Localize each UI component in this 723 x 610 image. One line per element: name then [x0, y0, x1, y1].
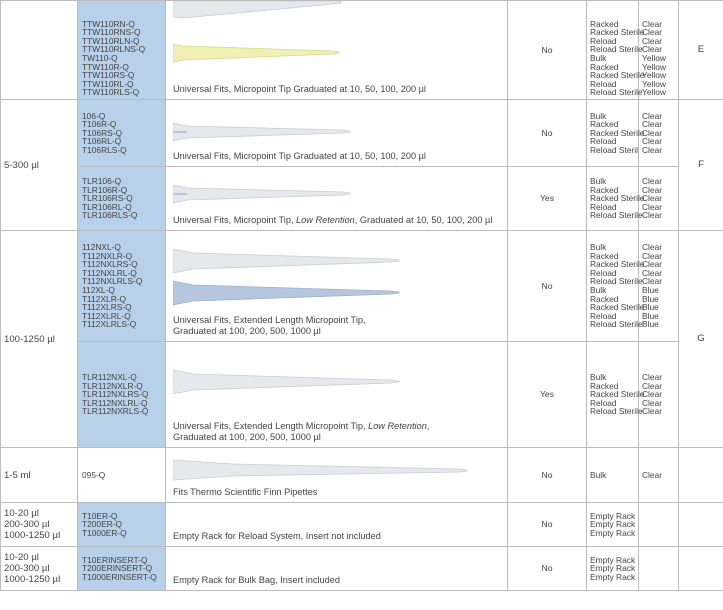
- color-item: Clear: [642, 469, 663, 480]
- packaging-item: Reload: [590, 201, 617, 212]
- part-number: TLR112NXRLS-Q: [82, 406, 149, 417]
- color-item: Clear: [642, 210, 663, 221]
- packaging-item: Reload: [590, 267, 617, 278]
- part-number: T10ER-Q: [82, 510, 118, 521]
- color-cell: [639, 1, 679, 100]
- color-item: Yellow: [642, 61, 666, 72]
- low-retention-cell: No: [508, 231, 587, 342]
- part-number: T112NXLRLS-Q: [82, 276, 143, 287]
- color-item: Clear: [642, 110, 663, 121]
- table-row: [1, 231, 723, 342]
- color-item: Blue: [642, 302, 659, 313]
- part-number: TTW110RLN-Q: [82, 35, 140, 46]
- packaging-item: Racked: [590, 18, 619, 29]
- color-cell: [639, 100, 679, 167]
- part-number: T112NXLRS-Q: [82, 259, 138, 270]
- part-number: T200ERINSERT-Q: [82, 563, 153, 574]
- description-text: Universal Fits, Micropoint Tip Graduated at 10, 50, 100, 200 µl: [173, 84, 426, 94]
- description-text: Universal Fits, Extended Length Micropoint Tip, Graduated at 100, 200, 500, 1000 µl: [173, 315, 366, 336]
- group-letter-cell: E: [679, 1, 723, 100]
- packaging-item: Reload Sterile: [590, 210, 643, 221]
- part-numbers-cell: [78, 547, 166, 591]
- packaging-item: Racked: [590, 250, 619, 261]
- part-number: T1000ER-Q: [82, 527, 127, 538]
- packaging-item: Racked: [590, 184, 619, 195]
- color-item: Clear: [642, 242, 663, 253]
- part-number: TLR112NXLRL-Q: [82, 397, 148, 408]
- part-number: 112NXL-Q: [82, 242, 121, 253]
- description-cell: [166, 167, 508, 231]
- low-retention-cell: No: [508, 1, 587, 100]
- color-item: Clear: [642, 44, 663, 55]
- table-row: [1, 547, 723, 591]
- part-numbers-cell: [78, 167, 166, 231]
- description-cell: [166, 503, 508, 547]
- low-retention-cell: Yes: [508, 167, 587, 231]
- group-letter-cell: [679, 448, 723, 503]
- part-numbers-cell: [78, 448, 166, 503]
- part-number: TTW110R-Q: [82, 61, 129, 72]
- color-item: Clear: [642, 372, 663, 383]
- color-item: Clear: [642, 406, 663, 417]
- part-number: 095-Q: [82, 469, 106, 480]
- table-row: [1, 342, 723, 448]
- clear-tip-image: [173, 247, 403, 275]
- packaging-cell: [587, 1, 645, 100]
- part-number: T106R-Q: [82, 119, 117, 130]
- volume-cell: 1-5 ml: [1, 448, 78, 503]
- part-number: TLR112NXL-Q: [82, 372, 137, 383]
- description-text: Universal Fits, Micropoint Tip Graduated at 10, 50, 100, 200 µl: [173, 151, 426, 161]
- part-number: T112NXLR-Q: [82, 250, 133, 261]
- part-number: TTW110RS-Q: [82, 70, 135, 81]
- description-text: Empty Rack for Reload System, Insert not included: [173, 531, 381, 541]
- part-number: T112XLRLS-Q: [82, 319, 137, 330]
- packaging-item: Reload: [590, 35, 617, 46]
- color-item: Clear: [642, 380, 663, 391]
- packaging-item: Racked Sterile: [590, 193, 645, 204]
- packaging-cell: [587, 231, 645, 342]
- packaging-item: Racked Sterile: [590, 389, 645, 400]
- part-number: TLR106RLS-Q: [82, 210, 138, 221]
- description-text: Universal Fits, Micropoint Tip, Low Retention, Graduated at 10, 50, 100, 200 µl: [173, 215, 493, 225]
- part-number: TTW110RN-Q: [82, 18, 135, 29]
- packaging-item: Bulk: [590, 469, 607, 480]
- packaging-item: Racked Sterile: [590, 259, 645, 270]
- part-number: T106RLS-Q: [82, 144, 127, 155]
- table-row: [1, 448, 723, 503]
- packaging-item: Reload Sterile: [590, 319, 643, 330]
- part-number: TLR106-Q: [82, 176, 122, 187]
- packaging-item: Bulk: [590, 372, 607, 383]
- clear-tip-image: [173, 458, 473, 484]
- part-number: TTW110RLS-Q: [82, 87, 140, 98]
- color-item: Clear: [642, 397, 663, 408]
- part-number: TTW110RNS-Q: [82, 27, 141, 38]
- color-item: Blue: [642, 310, 659, 321]
- color-item: Clear: [642, 127, 663, 138]
- packaging-item: Empty Rack: [590, 510, 636, 521]
- low-retention-cell: Yes: [508, 342, 587, 448]
- color-cell: [639, 231, 679, 342]
- packaging-cell: [587, 342, 645, 448]
- color-item: Clear: [642, 276, 663, 287]
- packaging-item: Empty Rack: [590, 519, 636, 530]
- color-item: Clear: [642, 389, 663, 400]
- color-item: Yellow: [642, 53, 666, 64]
- packaging-cell: [587, 167, 645, 231]
- packaging-item: Racked: [590, 119, 619, 130]
- packaging-item: Bulk: [590, 53, 607, 64]
- yellow-tip-image: [173, 43, 343, 63]
- low-retention-cell: No: [508, 547, 587, 591]
- part-number: 106-Q: [82, 110, 106, 121]
- packaging-item: Bulk: [590, 285, 607, 295]
- color-cell: [639, 547, 679, 591]
- part-number: TLR112NXLR-Q: [82, 380, 143, 391]
- description-cell: [166, 448, 508, 503]
- volume-cell: 10-20 µl 200-300 µl 1000-1250 µl: [1, 503, 78, 547]
- volume-cell: [1, 1, 78, 100]
- packaging-item: Racked Sterile: [590, 27, 645, 38]
- packaging-item: Empty Rack: [590, 527, 636, 538]
- packaging-cell: [587, 547, 639, 591]
- color-cell: [639, 342, 679, 448]
- part-number: TLR106R-Q: [82, 184, 128, 195]
- low-retention-cell: No: [508, 448, 587, 503]
- color-item: Yellow: [642, 78, 666, 89]
- packaging-item: Racked: [590, 293, 619, 304]
- color-cell: [639, 503, 679, 547]
- description-cell: [166, 342, 508, 448]
- table-row: [1, 1, 723, 100]
- color-item: Clear: [642, 119, 663, 130]
- color-item: Blue: [642, 285, 659, 295]
- part-number: TTW110RL-Q: [82, 78, 134, 89]
- clear-tip-image: [173, 183, 353, 205]
- part-number: T112XLR-Q: [82, 293, 127, 304]
- color-cell: [639, 448, 679, 503]
- packaging-item: Bulk: [590, 242, 607, 253]
- color-item: Clear: [642, 250, 663, 261]
- packaging-item: Reload Sterile: [590, 276, 643, 287]
- packaging-item: Reload: [590, 397, 617, 408]
- part-numbers-cell: [78, 342, 166, 448]
- packaging-item: Reload: [590, 78, 617, 89]
- description-cell: [166, 547, 508, 591]
- description-cell: [166, 1, 508, 100]
- color-item: Clear: [642, 193, 663, 204]
- part-number: T112XLRS-Q: [82, 302, 132, 313]
- color-item: Yellow: [642, 87, 666, 98]
- description-text: Universal Fits, Extended Length Micropoint Tip, Low Retention, Graduated at 100, 200, 500, 1000 µl: [173, 421, 430, 442]
- part-number: T10ERINSERT-Q: [82, 554, 148, 565]
- low-retention-cell: No: [508, 503, 587, 547]
- low-retention-cell: No: [508, 100, 587, 167]
- packaging-cell: [587, 448, 639, 503]
- blue-tip-image: [173, 279, 403, 307]
- part-number: TLR112NXLRS-Q: [82, 389, 149, 400]
- table-row: [1, 100, 723, 167]
- part-numbers-cell: [78, 503, 166, 547]
- part-number: T106RL-Q: [82, 136, 122, 147]
- description-text: Empty Rack for Bulk Bag, Insert included: [173, 575, 340, 585]
- part-number: T200ER-Q: [82, 519, 123, 530]
- description-cell: [166, 231, 508, 342]
- volume-cell: 100-1250 µl: [1, 231, 78, 448]
- packaging-cell: [587, 100, 645, 167]
- packaging-item: Racked: [590, 61, 619, 72]
- color-item: Clear: [642, 18, 663, 29]
- group-letter-cell: F: [679, 100, 723, 231]
- packaging-item: Empty Rack: [590, 563, 636, 574]
- table-row: [1, 503, 723, 547]
- clear-tip-image: [173, 121, 353, 143]
- packaging-item: Racked Sterile: [590, 70, 645, 81]
- color-item: Clear: [642, 201, 663, 212]
- part-number: T112XLRL-Q: [82, 310, 131, 321]
- group-letter-cell: [679, 547, 723, 591]
- color-item: Blue: [642, 319, 659, 330]
- packaging-item: Reload Sterile: [590, 87, 643, 98]
- color-item: Clear: [642, 184, 663, 195]
- packaging-item: Bulk: [590, 176, 607, 187]
- packaging-item: Racked: [590, 380, 619, 391]
- color-item: Clear: [642, 176, 663, 187]
- packaging-cell: [587, 503, 639, 547]
- description-cell: [166, 100, 508, 167]
- color-item: Clear: [642, 35, 663, 46]
- part-number: TW110-Q: [82, 53, 118, 64]
- part-numbers-cell: [78, 100, 166, 167]
- group-letter-cell: [679, 503, 723, 547]
- color-item: Clear: [642, 136, 663, 147]
- packaging-item: Bulk: [590, 110, 607, 121]
- group-letter-cell: G: [679, 231, 723, 448]
- packaging-item: Reload: [590, 136, 617, 147]
- volume-cell: 10-20 µl 200-300 µl 1000-1250 µl: [1, 547, 78, 591]
- part-numbers-cell: [78, 231, 166, 342]
- part-number: TLR106RS-Q: [82, 193, 133, 204]
- part-numbers-cell: [78, 1, 166, 100]
- color-item: Clear: [642, 259, 663, 270]
- color-item: Blue: [642, 293, 659, 304]
- packaging-item: Reload Sterile: [590, 44, 643, 55]
- color-item: Yellow: [642, 70, 666, 81]
- part-number: TLR106RL-Q: [82, 201, 132, 212]
- packaging-item: Empty Rack: [590, 554, 636, 565]
- clear-tip-image: [173, 1, 343, 21]
- color-item: Clear: [642, 267, 663, 278]
- packaging-item: Reload: [590, 310, 617, 321]
- table-row: [1, 167, 723, 231]
- color-item: Clear: [642, 144, 663, 155]
- packaging-item: Racked Sterile: [590, 127, 645, 138]
- clear-tip-image: [173, 368, 403, 396]
- color-item: Clear: [642, 27, 663, 38]
- packaging-item: Reload Steril: [590, 144, 638, 155]
- part-number: T112NXLRL-Q: [82, 267, 137, 278]
- volume-cell: 5-300 µl: [1, 100, 78, 231]
- part-number: 112XL-Q: [82, 285, 115, 295]
- part-number: TTW110RLNS-Q: [82, 44, 146, 55]
- part-number: T106RS-Q: [82, 127, 123, 138]
- color-cell: [639, 167, 679, 231]
- description-text: Fits Thermo Scientific Finn Pipettes: [173, 487, 318, 497]
- packaging-item: Empty Rack: [590, 571, 636, 582]
- packaging-item: Racked Sterile: [590, 302, 645, 313]
- packaging-item: Reload Sterile: [590, 406, 643, 417]
- part-number: T1000ERINSERT-Q: [82, 571, 157, 582]
